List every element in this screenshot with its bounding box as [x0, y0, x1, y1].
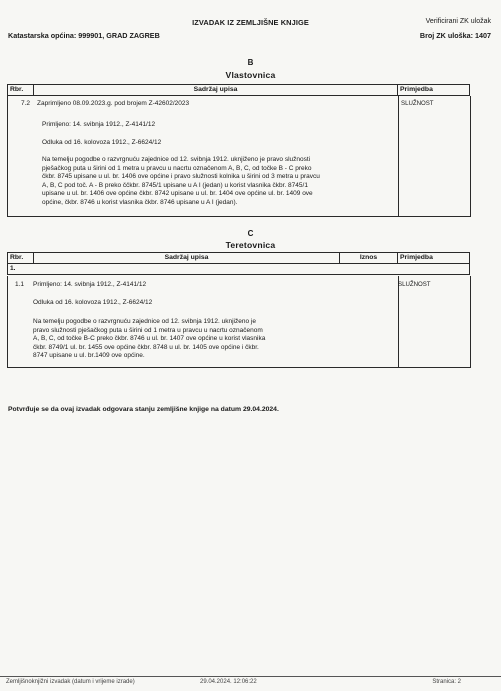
- section-c-letter: C: [247, 229, 254, 238]
- entry-text: [33, 318, 265, 361]
- page-footer: [0, 676, 501, 691]
- cadastral-municipality: Katastarska općina: 999901, GRAD ZAGREB: [8, 31, 160, 40]
- col-content: Sadržaj upisa: [34, 253, 340, 264]
- entry-text-line: 8747 upisane u ul. br.1409 ove općine.: [33, 352, 145, 360]
- section-b-header-table: [7, 84, 470, 96]
- document-title: IZVADAK IZ ZEMLJIŠNE KNJIGE: [192, 18, 309, 27]
- entry-received: Primljeno: 14. svibnja 1912., Z-4141/12: [42, 121, 156, 128]
- folio-number: Broj ZK uloška: 1407: [419, 31, 491, 40]
- entry-receipt-line: Zaprimljeno 08.09.2023.g. pod brojem Z-42602/2023: [37, 100, 190, 107]
- entry-number: 1.1: [15, 281, 25, 288]
- entry-text-line: upisane u ul. br. 1406 ove općine čkbr. 8742 upisane u ul. br. 1404 ove općine ul. br. 1409 ove: [42, 190, 313, 198]
- section-c-name: Teretovnica: [225, 240, 276, 250]
- footer-page-number: Stranica: 2: [432, 679, 461, 685]
- entry-text-line: čkbr. 8749/1 ul. br. 1455 ove općine čkbr. 8748 u ul. br. 1405 ove općine i čkbr.: [33, 343, 259, 351]
- section-b-name: Vlastovnica: [225, 70, 276, 80]
- col-rbr: Rbr.: [8, 253, 34, 264]
- entry-received: Primljeno: 14. svibnja 1912., Z-4141/12: [33, 281, 147, 288]
- footer-left: Zemljišnoknjižni izvadak (datum i vrijeme izrade): [6, 679, 135, 685]
- entry-text: [42, 156, 320, 208]
- verified-label: Verificirani ZK uložak: [425, 18, 491, 25]
- entry-remark: SLUŽNOST: [401, 100, 434, 107]
- column-divider: [398, 276, 399, 367]
- col-remark: Primjedba: [398, 85, 470, 96]
- entry-text-line: A, B, C pod toč. A - B preko ččkbr. 8745/1 upisane u A I (jedan) u korist vlasnika čkbr. 8745/1: [42, 181, 308, 189]
- entry-text-line: A, B, C, od točke B-C preko čkbr. 8746 u ul. br. 1407 ove općine u korist vlasnika: [33, 335, 266, 343]
- group-number: 1.: [8, 264, 470, 275]
- entry-text-line: općine, čkbr. 8746 u korist vlasnika čkbr. 8746 upisane u A I (jedan).: [42, 198, 238, 206]
- entry-number: 7.2: [21, 100, 31, 107]
- entry-text-line: Na temelju pogodbe o razvrgnuću zajednice od 12. svibnja 1912. uknjiženo je pravo služnosti: [42, 156, 311, 163]
- entry-decision: Odluka od 16. kolovoza 1912., Z-6624/12: [33, 299, 153, 306]
- col-rbr: Rbr.: [8, 85, 34, 96]
- section-b-letter: B: [247, 58, 254, 67]
- entry-text-line: pravo služnosti pješačkog puta u širini od 1 metra u pravcu u nacrtu označenom: [33, 326, 263, 334]
- column-divider: [398, 96, 399, 216]
- footer-timestamp: 29.04.2024. 12:06:22: [200, 679, 257, 685]
- entry-text-line: Na temelju pogodbe o razvrgnuću zajednice od 12. svibnja 1912. uknjiženo je: [33, 318, 256, 325]
- entry-remark: SLUŽNOST: [398, 281, 431, 288]
- section-c-header-table: [7, 252, 470, 275]
- confirmation-statement: Potvrđuje se da ovaj izvadak odgovara stanju zemljišne knjige na datum 29.04.2024.: [8, 406, 279, 413]
- entry-decision: Odluka od 16. kolovoza 1912., Z-6624/12: [42, 139, 162, 146]
- col-remark: Primjedba: [398, 253, 470, 264]
- entry-text-line: pješačkog puta u širini od 1 metra u pravcu u nacrtu označenom A, B, C, od točke B - C preko: [42, 164, 312, 172]
- col-amount: Iznos: [340, 253, 398, 264]
- col-content: Sadržaj upisa: [34, 85, 398, 96]
- entry-text-line: čkbr. 8745 upisane u ul. br. 1406 ove općine i pravo služnosti kolnika u širini od 3 metra u pravcu: [42, 173, 320, 181]
